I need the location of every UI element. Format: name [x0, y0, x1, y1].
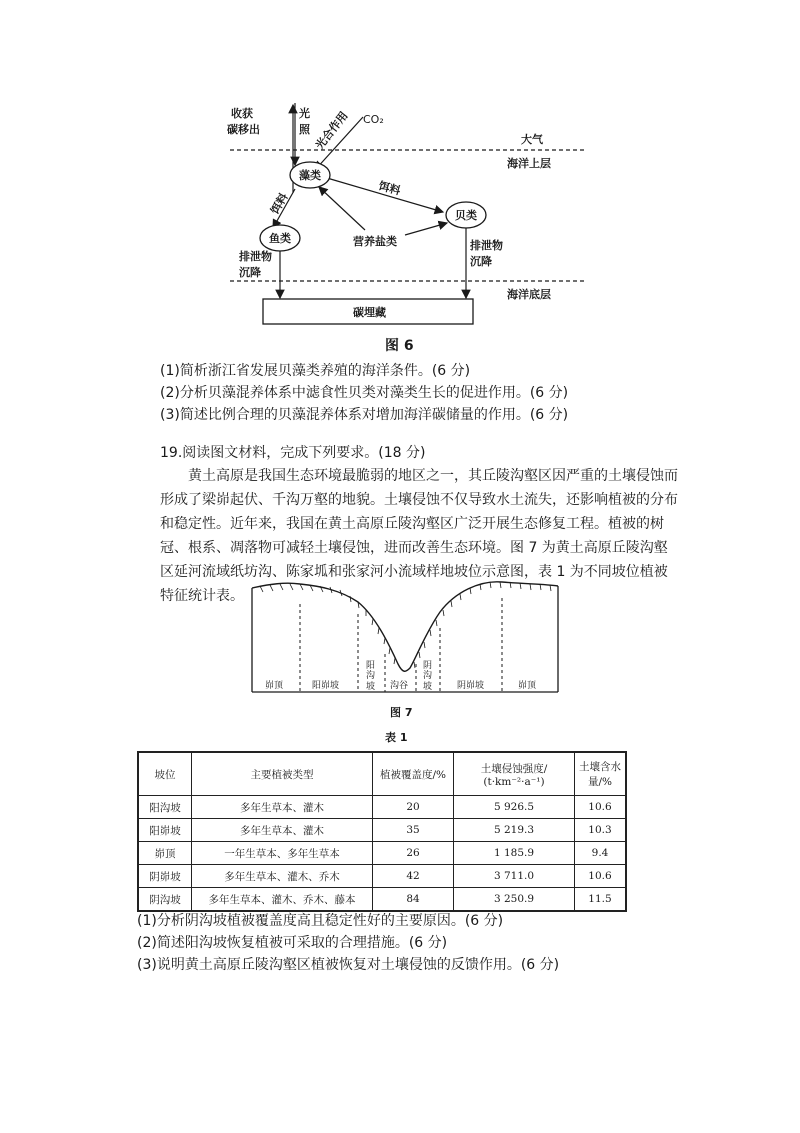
figure-7-caption: 图 7: [390, 706, 413, 719]
header-erosion-line1: 土壤侵蚀强度/: [480, 762, 548, 775]
label-atmosphere: 大气: [521, 133, 543, 146]
zone-label-shady-gully-3: 坡: [423, 682, 433, 692]
q19-item-1: (1)分析阴沟坡植被覆盖度高且稳定性好的主要原因。(6 分): [137, 913, 504, 929]
cell-vegetation: 多年生草本、灌木: [192, 796, 373, 819]
cell-coverage: 35: [373, 819, 454, 842]
figure-6-diagram: [215, 95, 595, 335]
terrain-line: [252, 582, 558, 671]
cell-erosion: 5 219.3: [454, 819, 575, 842]
q19-title: 19.阅读图文材料，完成下列要求。(18 分): [160, 445, 426, 461]
q18-item-2: (2)分析贝藻混养体系中滤食性贝类对藻类生长的促进作用。(6 分): [160, 385, 569, 401]
table-1: [137, 751, 627, 912]
zone-label-sunny-gully-1: 阳: [366, 661, 376, 671]
label-feed-left: 饵料: [268, 190, 291, 217]
label-excreta-left-1: 排泄物: [239, 250, 272, 263]
figure-7-profile: [240, 572, 570, 696]
table-row: [138, 865, 626, 888]
cell-vegetation: 多年生草本、灌木: [192, 819, 373, 842]
zone-label-ridge-top-right: 峁顶: [518, 681, 537, 691]
figure-6-caption: 图 6: [385, 338, 414, 354]
label-excreta-left-2: 沉降: [239, 266, 261, 279]
header-vegetation-type: 主要植被类型: [192, 752, 373, 796]
label-harvest-line2: 碳移出: [227, 123, 260, 136]
cell-moisture: 9.4: [575, 842, 627, 865]
table-row: [138, 819, 626, 842]
cell-coverage: 26: [373, 842, 454, 865]
cell-coverage: 84: [373, 888, 454, 912]
label-ocean-upper: 海洋上层: [507, 157, 551, 170]
q19-item-2: (2)简述阳沟坡恢复植被可采取的合理措施。(6 分): [137, 935, 448, 951]
zone-label-shady-ridge-slope: 阴峁坡: [457, 681, 485, 691]
label-nutrients: 营养盐类: [353, 235, 397, 248]
cell-slope: 阳峁坡: [138, 819, 192, 842]
cell-moisture: 11.5: [575, 888, 627, 912]
label-light-2: 照: [299, 123, 310, 136]
cell-erosion: 5 926.5: [454, 796, 575, 819]
q18-item-3: (3)简述比例合理的贝藻混养体系对增加海洋碳储量的作用。(6 分): [160, 407, 569, 423]
cell-moisture: 10.3: [575, 819, 627, 842]
terrain-hatch: [260, 582, 551, 668]
q19-paragraph: 黄土高原是我国生态环境最脆弱的地区之一，其丘陵沟壑区因严重的土壤侵蚀而形成了梁峁起伏、千沟万壑的地貌。土壤侵蚀不仅导致水土流失，还影响植被的分布和稳定性。近年来，我国在黄土高原丘陵沟壑区广泛开展生态修复工程。植被的树冠、根系、凋落物可减轻土壤侵蚀，进而改善生态环境。图 7 为黄土高原丘陵沟壑区延河流域纸坊沟、陈家坬和张家河小流域样地坡位示意图，表 1 为不同坡位植被特征统计表。: [160, 468, 678, 604]
cell-erosion: 3 711.0: [454, 865, 575, 888]
label-light-1: 光: [299, 107, 310, 120]
zone-label-shady-gully-1: 阴: [423, 661, 433, 671]
header-erosion: [454, 752, 575, 796]
table-header-row: [138, 752, 626, 796]
cell-erosion: 1 185.9: [454, 842, 575, 865]
table-row: [138, 888, 626, 912]
zone-label-valley: 沟谷: [390, 681, 409, 691]
cell-erosion: 3 250.9: [454, 888, 575, 912]
cell-vegetation: 多年生草本、灌木、乔木: [192, 865, 373, 888]
header-slope-position: 坡位: [138, 752, 192, 796]
zone-label-sunny-gully-3: 坡: [366, 682, 376, 692]
zone-label-sunny-gully-2: 沟: [366, 671, 376, 681]
label-photosynthesis: 光合作用: [313, 109, 351, 152]
label-algae: 藻类: [299, 169, 321, 182]
cell-coverage: 20: [373, 796, 454, 819]
label-carbon-burial: 碳埋藏: [353, 306, 386, 319]
cell-coverage: 42: [373, 865, 454, 888]
label-fish: 鱼类: [269, 232, 291, 245]
header-soil-moisture: 土壤含水量/%: [575, 752, 627, 796]
table-row: [138, 796, 626, 819]
cell-moisture: 10.6: [575, 865, 627, 888]
cell-slope: 阴峁坡: [138, 865, 192, 888]
cell-vegetation: 多年生草本、灌木、乔木、藤本: [192, 888, 373, 912]
cell-slope: 峁顶: [138, 842, 192, 865]
cell-slope: 阳沟坡: [138, 796, 192, 819]
q18-item-1: (1)简析浙江省发展贝藻类养殖的海洋条件。(6 分): [160, 363, 471, 379]
zone-label-ridge-top-left: 峁顶: [265, 681, 284, 691]
label-ocean-bottom: 海洋底层: [507, 288, 551, 301]
header-erosion-line2: (t·km⁻²·a⁻¹): [483, 775, 545, 788]
cell-moisture: 10.6: [575, 796, 627, 819]
cell-vegetation: 一年生草本、多年生草本: [192, 842, 373, 865]
cell-slope: 阴沟坡: [138, 888, 192, 912]
table-row: [138, 842, 626, 865]
table-1-caption: 表 1: [385, 731, 408, 744]
label-feed-top: 饵料: [377, 179, 402, 198]
q19-item-3: (3)说明黄土高原丘陵沟壑区植被恢复对土壤侵蚀的反馈作用。(6 分): [137, 957, 560, 973]
label-co2: CO₂: [363, 113, 384, 126]
header-coverage: 植被覆盖度/%: [373, 752, 454, 796]
zone-label-sunny-ridge-slope: 阳峁坡: [312, 681, 340, 691]
label-shellfish: 贝类: [455, 209, 477, 222]
label-excreta-right-2: 沉降: [470, 255, 492, 268]
label-excreta-right-1: 排泄物: [470, 239, 503, 252]
label-harvest-line1: 收获: [231, 107, 253, 120]
zone-label-shady-gully-2: 沟: [423, 671, 433, 681]
